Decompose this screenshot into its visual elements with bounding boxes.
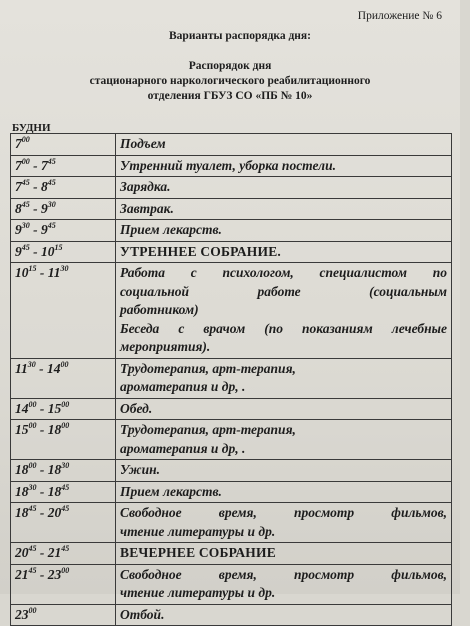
activity-cell [116,358,452,398]
activity-text: Подъем [120,136,166,151]
end-minutes: 45 [61,482,70,492]
end-hour: 21 [47,545,62,560]
end-hour: 11 [47,265,61,280]
start-minutes: 45 [21,199,30,209]
start-hour: 7 [15,179,22,194]
start-hour: 7 [15,157,22,173]
activity-text: Работа с психологом, специалистом по [120,265,447,280]
activity-text: ВЕЧЕРНЕЕ СОБРАНИЕ [120,545,276,560]
time-cell: $9^{30} - 9^{45}$ [11,220,116,242]
activity-cell [116,177,452,199]
heading-main: Варианты распорядка дня: [169,30,311,42]
activity-text: Трудотерапия, арт-терапия, [120,360,296,376]
start-minutes: 00 [28,605,37,615]
end-hour: 8 [41,179,48,194]
activity-cell [116,241,452,263]
appendix-label: Приложение № 6 [357,10,442,22]
time-cell: $21^{45} - 23^{00}$ [11,564,116,604]
activity-text: мероприятия). [120,339,211,354]
start-minutes: 30 [21,221,30,230]
end-hour: 7 [41,157,48,173]
start-minutes: 00 [28,399,37,409]
start-hour: 18 [15,505,29,520]
activity-text: работником) [120,302,199,317]
end-hour: 10 [41,243,55,259]
activity-text: УТРЕННЕЕ СОБРАНИЕ. [120,243,281,259]
start-minutes: 00 [28,461,37,470]
table-row [11,503,452,543]
start-hour: 15 [15,422,29,437]
start-minutes: 00 [21,135,30,144]
time-cell: $7^{00} - 7^{45}$ [11,155,116,177]
start-hour: 23 [15,606,29,622]
end-minutes: 45 [61,504,70,513]
start-hour: 20 [15,545,29,560]
table-row [11,420,452,460]
activity-text: чтение литературы и др. [120,585,276,600]
start-hour: 21 [15,566,29,582]
time-cell: $14^{00} - 15^{00}$ [11,398,116,420]
end-hour: 15 [47,400,62,416]
end-minutes: 45 [61,544,70,553]
activity-cell [116,263,452,359]
activity-text: Утренний туалет, уборка постели. [120,157,336,173]
end-minutes: 15 [54,242,63,252]
activity-text: Ужин. [120,462,160,477]
time-cell [11,604,116,626]
start-hour: 14 [15,400,29,416]
end-hour: 9 [41,200,48,216]
end-minutes: 45 [47,221,56,230]
end-hour: 20 [47,505,62,520]
table-row [11,604,452,626]
activity-text: Завтрак. [120,200,174,216]
start-hour: 18 [15,483,29,499]
activity-text: Беседа с врачом (по показаниям лечебные [120,320,447,336]
end-hour: 23 [47,566,62,582]
time-cell: $18^{00} - 18^{30}$ [11,460,116,482]
table-row [11,460,452,482]
activity-text: ароматерапия и др, . [120,440,246,456]
table-row [11,241,452,263]
end-minutes: 30 [60,264,69,273]
table-row [11,155,452,177]
start-minutes: 30 [28,482,37,492]
start-hour: 8 [15,200,22,216]
start-minutes: 00 [21,156,30,166]
activity-cell [116,460,452,482]
activity-text: Прием лекарств. [120,483,222,499]
time-cell: $8^{45} - 9^{30}$ [11,198,116,220]
end-minutes: 45 [47,156,56,166]
table-row [11,481,452,503]
end-minutes: 45 [47,178,56,187]
end-minutes: 30 [47,199,56,209]
activity-text: социальной работе (социальным [120,283,447,299]
end-hour: 18 [47,483,62,499]
start-minutes: 30 [27,359,36,369]
start-minutes: 45 [21,178,30,187]
start-hour: 9 [15,222,22,237]
start-minutes: 45 [28,544,37,553]
time-cell: $9^{45} - 10^{15}$ [11,241,116,263]
activity-text: Прием лекарств. [120,222,222,237]
end-hour: 14 [47,360,61,376]
table-row [11,220,452,242]
end-hour: 18 [47,422,62,437]
time-cell: $15^{00} - 18^{00}$ [11,420,116,460]
table-row [11,177,452,199]
heading-subtitle-1: стационарного наркологического реабилитационного [89,75,371,87]
time-cell: $11^{30} - 14^{00}$ [11,358,116,398]
activity-text: чтение литературы и др. [120,523,276,539]
table-row [11,398,452,420]
start-minutes: 45 [21,242,30,252]
activity-text: Трудотерапия, арт-терапия, [120,422,296,437]
table-row [11,134,452,156]
time-cell: $18^{30} - 18^{45}$ [11,481,116,503]
activity-cell [116,503,452,543]
start-minutes: 15 [28,264,37,273]
activity-text: Зарядка. [120,179,171,194]
time-cell: $20^{45} - 21^{45}$ [11,543,116,565]
activity-cell [116,198,452,220]
time-cell: $18^{45} - 20^{45}$ [11,503,116,543]
time-cell: $7^{45} - 8^{45}$ [11,177,116,199]
start-hour: 11 [15,360,28,376]
start-hour: 7 [15,136,22,151]
activity-text: Обед. [120,400,153,416]
table-row [11,198,452,220]
heading-subtitle-2: отделения ГБУЗ СО «ПБ № 10» [147,90,313,102]
table-row [11,543,452,565]
activity-cell [116,220,452,242]
activity-cell [116,481,452,503]
activity-cell [116,564,452,604]
end-minutes: 00 [61,399,70,409]
end-minutes: 30 [61,461,70,470]
heading-title: Распорядок дня [188,60,272,72]
start-minutes: 45 [28,565,37,575]
activity-cell [116,155,452,177]
table-row [11,358,452,398]
activity-text: Отбой. [120,606,165,622]
activity-cell [116,543,452,565]
time-cell: $10^{15} - 11^{30}$ [11,263,116,359]
end-hour: 18 [47,462,62,477]
table-row [11,564,452,604]
end-minutes: 00 [60,359,69,369]
section-label: БУДНИ [12,122,51,134]
activity-cell [116,420,452,460]
start-hour: 9 [15,243,22,259]
end-minutes: 00 [61,421,70,430]
activity-text: Свободное время, просмотр фильмов, [120,566,447,582]
table-row [11,263,452,359]
activity-cell [116,604,452,626]
end-hour: 9 [41,222,48,237]
schedule-table [10,133,452,626]
start-hour: 18 [15,462,29,477]
activity-cell [116,134,452,156]
activity-text: ароматерапия и др, . [120,379,246,394]
time-cell [11,134,116,156]
start-hour: 10 [15,265,29,280]
start-minutes: 00 [28,421,37,430]
start-minutes: 45 [28,504,37,513]
end-minutes: 00 [61,565,70,575]
activity-text: Свободное время, просмотр фильмов, [120,505,447,520]
activity-cell [116,398,452,420]
